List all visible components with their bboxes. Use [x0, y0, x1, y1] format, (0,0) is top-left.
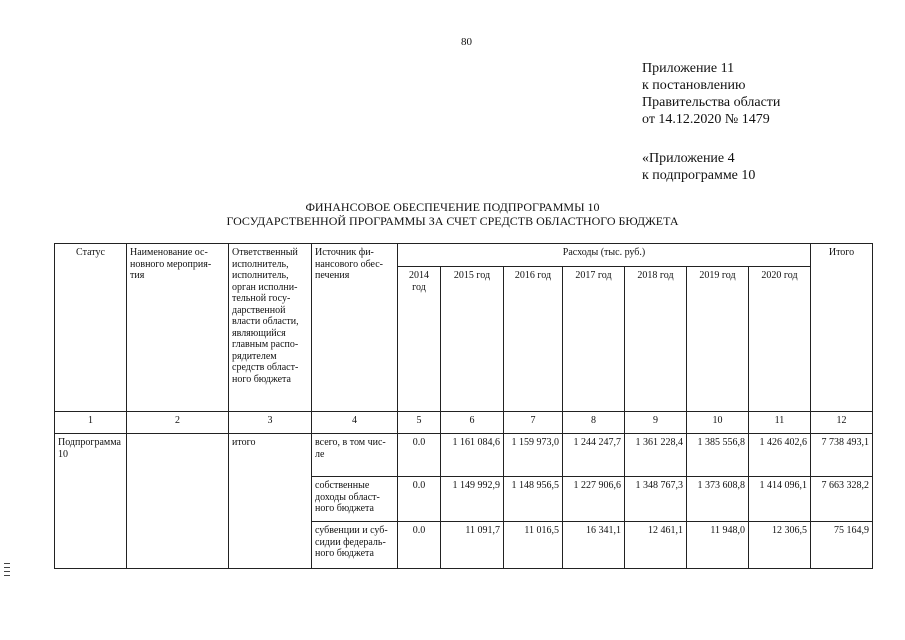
column-number: 5 — [398, 412, 441, 434]
scan-edge-marks — [4, 563, 10, 579]
financing-table — [54, 243, 873, 569]
value-cell: 11 948,0 — [687, 522, 749, 569]
column-number: 4 — [312, 412, 398, 434]
annex-reference-line: «Приложение 4 — [642, 151, 735, 166]
value-cell: 0.0 — [398, 477, 441, 522]
value-cell: 1 373 608,8 — [687, 477, 749, 522]
document-title — [0, 200, 905, 228]
value-cell: 0.0 — [398, 522, 441, 569]
value-cell: 75 164,9 — [811, 522, 873, 569]
value-cell: 1 159 973,0 — [504, 434, 563, 477]
value-cell: 1 161 084,6 — [441, 434, 504, 477]
row-name — [127, 434, 229, 569]
value-cell: 1 361 228,4 — [625, 434, 687, 477]
annex-block — [642, 60, 780, 128]
column-number: 7 — [504, 412, 563, 434]
row-status: Подпрограмма 10 — [55, 434, 127, 569]
annex-reference-block — [642, 150, 755, 184]
column-number: 11 — [749, 412, 811, 434]
value-cell: 12 306,5 — [749, 522, 811, 569]
value-cell: 16 341,1 — [563, 522, 625, 569]
value-cell: 12 461,1 — [625, 522, 687, 569]
header-year: 2018 год — [625, 267, 687, 412]
page-number: 80 — [461, 36, 472, 48]
value-cell: 1 348 767,3 — [625, 477, 687, 522]
row-executor: итого — [229, 434, 312, 569]
header-year: 2014 год — [398, 267, 441, 412]
column-number-row — [55, 412, 873, 434]
annex-line: Правительства области — [642, 95, 781, 110]
annex-line: от 14.12.2020 № 1479 — [642, 112, 770, 127]
row-source: собственные доходы област-ного бюджета — [312, 477, 398, 522]
value-cell: 1 244 247,7 — [563, 434, 625, 477]
title-line-2: ГОСУДАРСТВЕННОЙ ПРОГРАММЫ ЗА СЧЕТ СРЕДСТВ ОБЛАСТНОГО БЮДЖЕТА — [226, 214, 679, 228]
column-number: 8 — [563, 412, 625, 434]
header-year: 2017 год — [563, 267, 625, 412]
header-total: Итого — [811, 244, 873, 412]
value-cell: 1 385 556,8 — [687, 434, 749, 477]
value-cell: 1 426 402,6 — [749, 434, 811, 477]
column-number: 12 — [811, 412, 873, 434]
annex-line: к постановлению — [642, 78, 746, 93]
annex-line: Приложение 11 — [642, 61, 735, 76]
value-cell: 1 149 992,9 — [441, 477, 504, 522]
column-number: 2 — [127, 412, 229, 434]
column-number: 10 — [687, 412, 749, 434]
header-executor: Ответственный исполнитель, исполнитель, орган исполни-тельной госу-дарственной власти области, являющийся главным распо-рядителем средств област-ного бюджета — [229, 244, 312, 412]
value-cell: 7 738 493,1 — [811, 434, 873, 477]
value-cell: 11 016,5 — [504, 522, 563, 569]
annex-reference-line: к подпрограмме 10 — [642, 168, 756, 183]
value-cell: 1 148 956,5 — [504, 477, 563, 522]
header-source: Источник фи-нансового обес-печения — [312, 244, 398, 412]
header-status: Статус — [55, 244, 127, 412]
header-name: Наименование ос-новного мероприя-тия — [127, 244, 229, 412]
row-source: всего, в том чис-ле — [312, 434, 398, 477]
value-cell: 11 091,7 — [441, 522, 504, 569]
value-cell: 1 227 906,6 — [563, 477, 625, 522]
header-year: 2019 год — [687, 267, 749, 412]
table-row — [55, 434, 873, 477]
row-source: субвенции и суб-сидии федераль-ного бюджета — [312, 522, 398, 569]
header-year: 2016 год — [504, 267, 563, 412]
column-number: 9 — [625, 412, 687, 434]
header-year: 2015 год — [441, 267, 504, 412]
column-number: 3 — [229, 412, 312, 434]
title-line-1: ФИНАНСОВОЕ ОБЕСПЕЧЕНИЕ ПОДПРОГРАММЫ 10 — [305, 200, 600, 214]
column-number: 6 — [441, 412, 504, 434]
value-cell: 0.0 — [398, 434, 441, 477]
value-cell: 1 414 096,1 — [749, 477, 811, 522]
header-year: 2020 год — [749, 267, 811, 412]
column-number: 1 — [55, 412, 127, 434]
header-expenses: Расходы (тыс. руб.) — [398, 244, 811, 267]
value-cell: 7 663 328,2 — [811, 477, 873, 522]
